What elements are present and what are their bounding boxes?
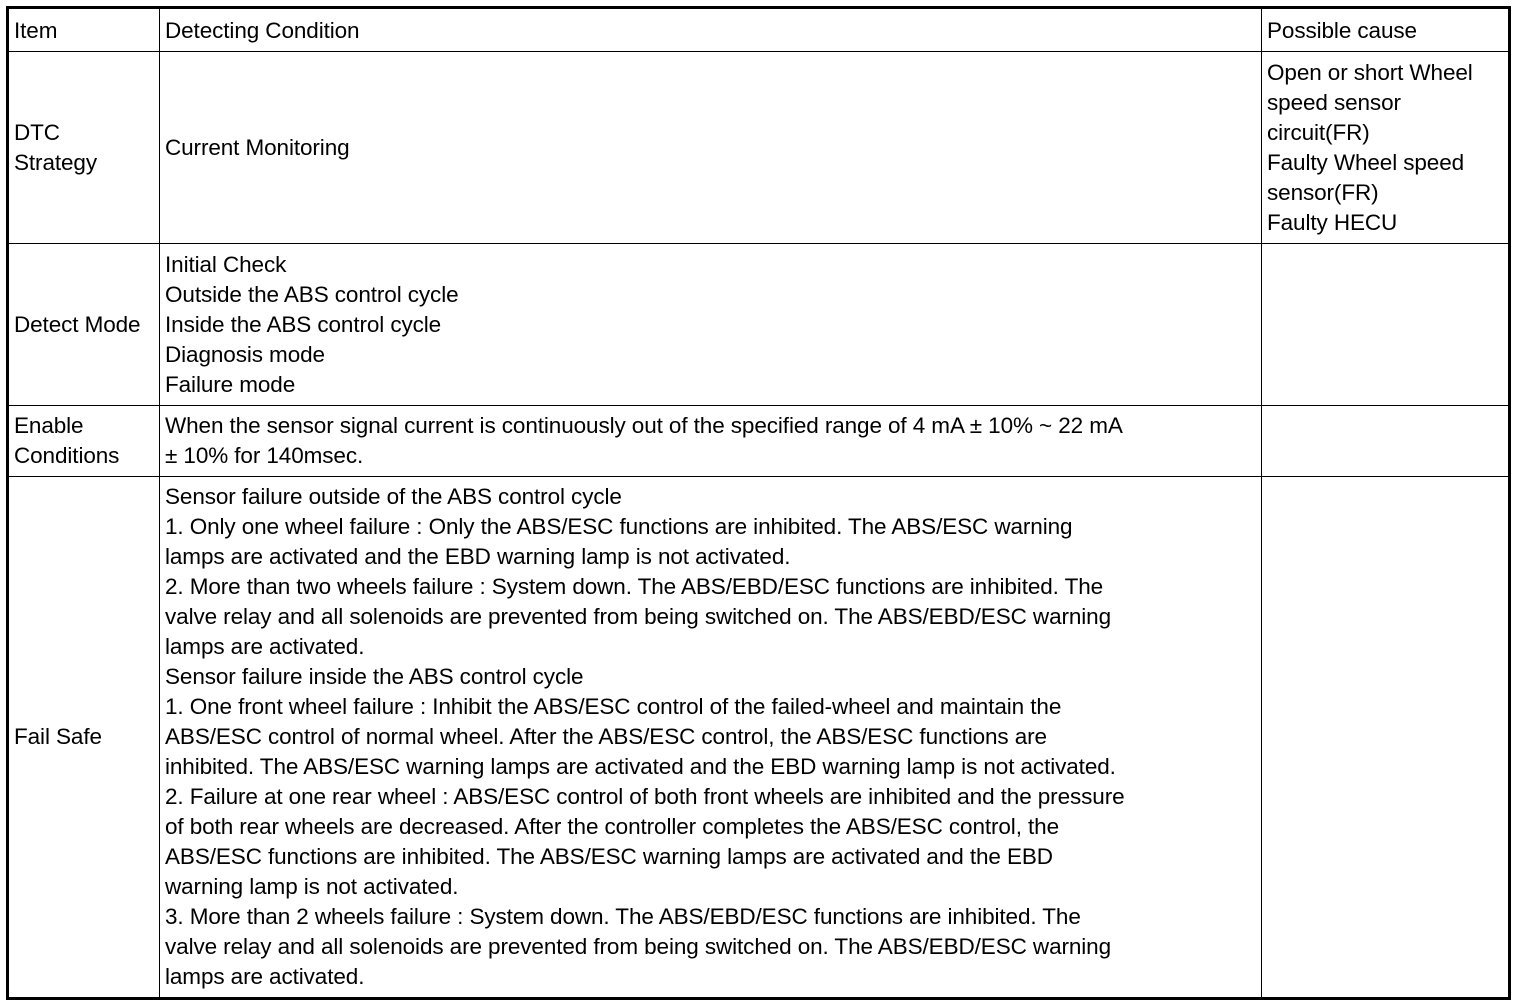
table-row-fail-safe (8, 477, 1510, 999)
cell-item: Fail Safe (8, 477, 160, 999)
cell-item: Detect Mode (8, 244, 160, 406)
cell-condition: Initial Check Outside the ABS control cycle Inside the ABS control cycle Diagnosis mode Failure mode (160, 244, 1262, 406)
cell-item: DTC Strategy (8, 52, 160, 244)
header-possible-cause: Possible cause (1262, 8, 1510, 52)
table-row-enable-conditions (8, 406, 1510, 477)
cell-condition: Current Monitoring (160, 52, 1262, 244)
table-row-dtc-strategy (8, 52, 1510, 244)
header-detecting-condition: Detecting Condition (160, 8, 1262, 52)
cell-item: Enable Conditions (8, 406, 160, 477)
table-row-detect-mode (8, 244, 1510, 406)
dtc-table (6, 6, 1511, 1000)
cell-cause (1262, 244, 1510, 406)
table-header-row (8, 8, 1510, 52)
cell-condition: Sensor failure outside of the ABS control cycle 1. Only one wheel failure : Only the ABS/ESC functions are inhibited. The ABS/ESC warning lamps are activated and the EBD warning lamp is not activated. 2. More than two wheels failure : System down. The ABS/EBD/ESC functions are inhibited. The valve relay and all solenoids are prevented from being switched on. The ABS/EBD/ESC warning lamps are activated. Sensor failure inside the ABS control cycle 1. One front wheel failure : Inhibit the ABS/ESC control of the failed-wheel and maintain the ABS/ESC control of normal wheel. After the ABS/ESC control, the ABS/ESC functions are inhibited. The ABS/ESC warning lamps are activated and the EBD warning lamp is not activated. 2. Failure at one rear wheel : ABS/ESC control of both front wheels are inhibited and the pressure of both rear wheels are decreased. After the controller completes the ABS/ESC control, the ABS/ESC functions are inhibited. The ABS/ESC warning lamps are activated and the EBD warning lamp is not activated. 3. More than 2 wheels failure : System down. The ABS/EBD/ESC functions are inhibited. The valve relay and all solenoids are prevented from being switched on. The ABS/EBD/ESC warning lamps are activated. (160, 477, 1262, 999)
header-item: Item (8, 8, 160, 52)
cell-condition: When the sensor signal current is continuously out of the specified range of 4 mA ± 10% ~ 22 mA ± 10% for 140msec. (160, 406, 1262, 477)
cell-cause: Open or short Wheel speed sensor circuit(FR) Faulty Wheel speed sensor(FR) Faulty HECU (1262, 52, 1510, 244)
cell-cause (1262, 477, 1510, 999)
cell-cause (1262, 406, 1510, 477)
